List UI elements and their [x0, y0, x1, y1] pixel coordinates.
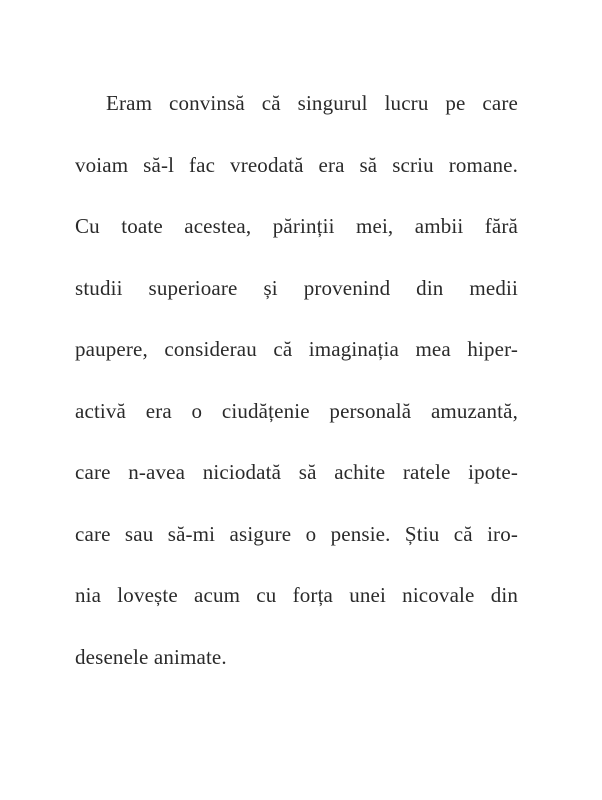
text-line-10: desenele animate.	[75, 644, 227, 669]
text-line-2: voiam să-l fac vreodată era să scriu romane.	[75, 152, 518, 177]
text-line-1: Eram convinsă că singurul lucru pe care	[106, 91, 518, 115]
text-line-5: paupere, considerau că imaginația mea hiper-	[75, 337, 518, 361]
text-line-6: activă era o ciudățenie personală amuzantă,	[75, 398, 518, 423]
text-line-8: care sau să-mi asigure o pensie. Știu că iro-	[75, 521, 518, 546]
text-line-9: nia lovește acum cu forța unei nicovale din	[75, 583, 518, 607]
body-paragraph	[75, 80, 518, 695]
text-line-7: care n-avea niciodată să achite ratele ipote-	[75, 460, 518, 484]
text-line-4: studii superioare și provenind din medii	[75, 275, 518, 300]
text-line-3: Cu toate acestea, părinții mei, ambii fără	[75, 214, 518, 238]
